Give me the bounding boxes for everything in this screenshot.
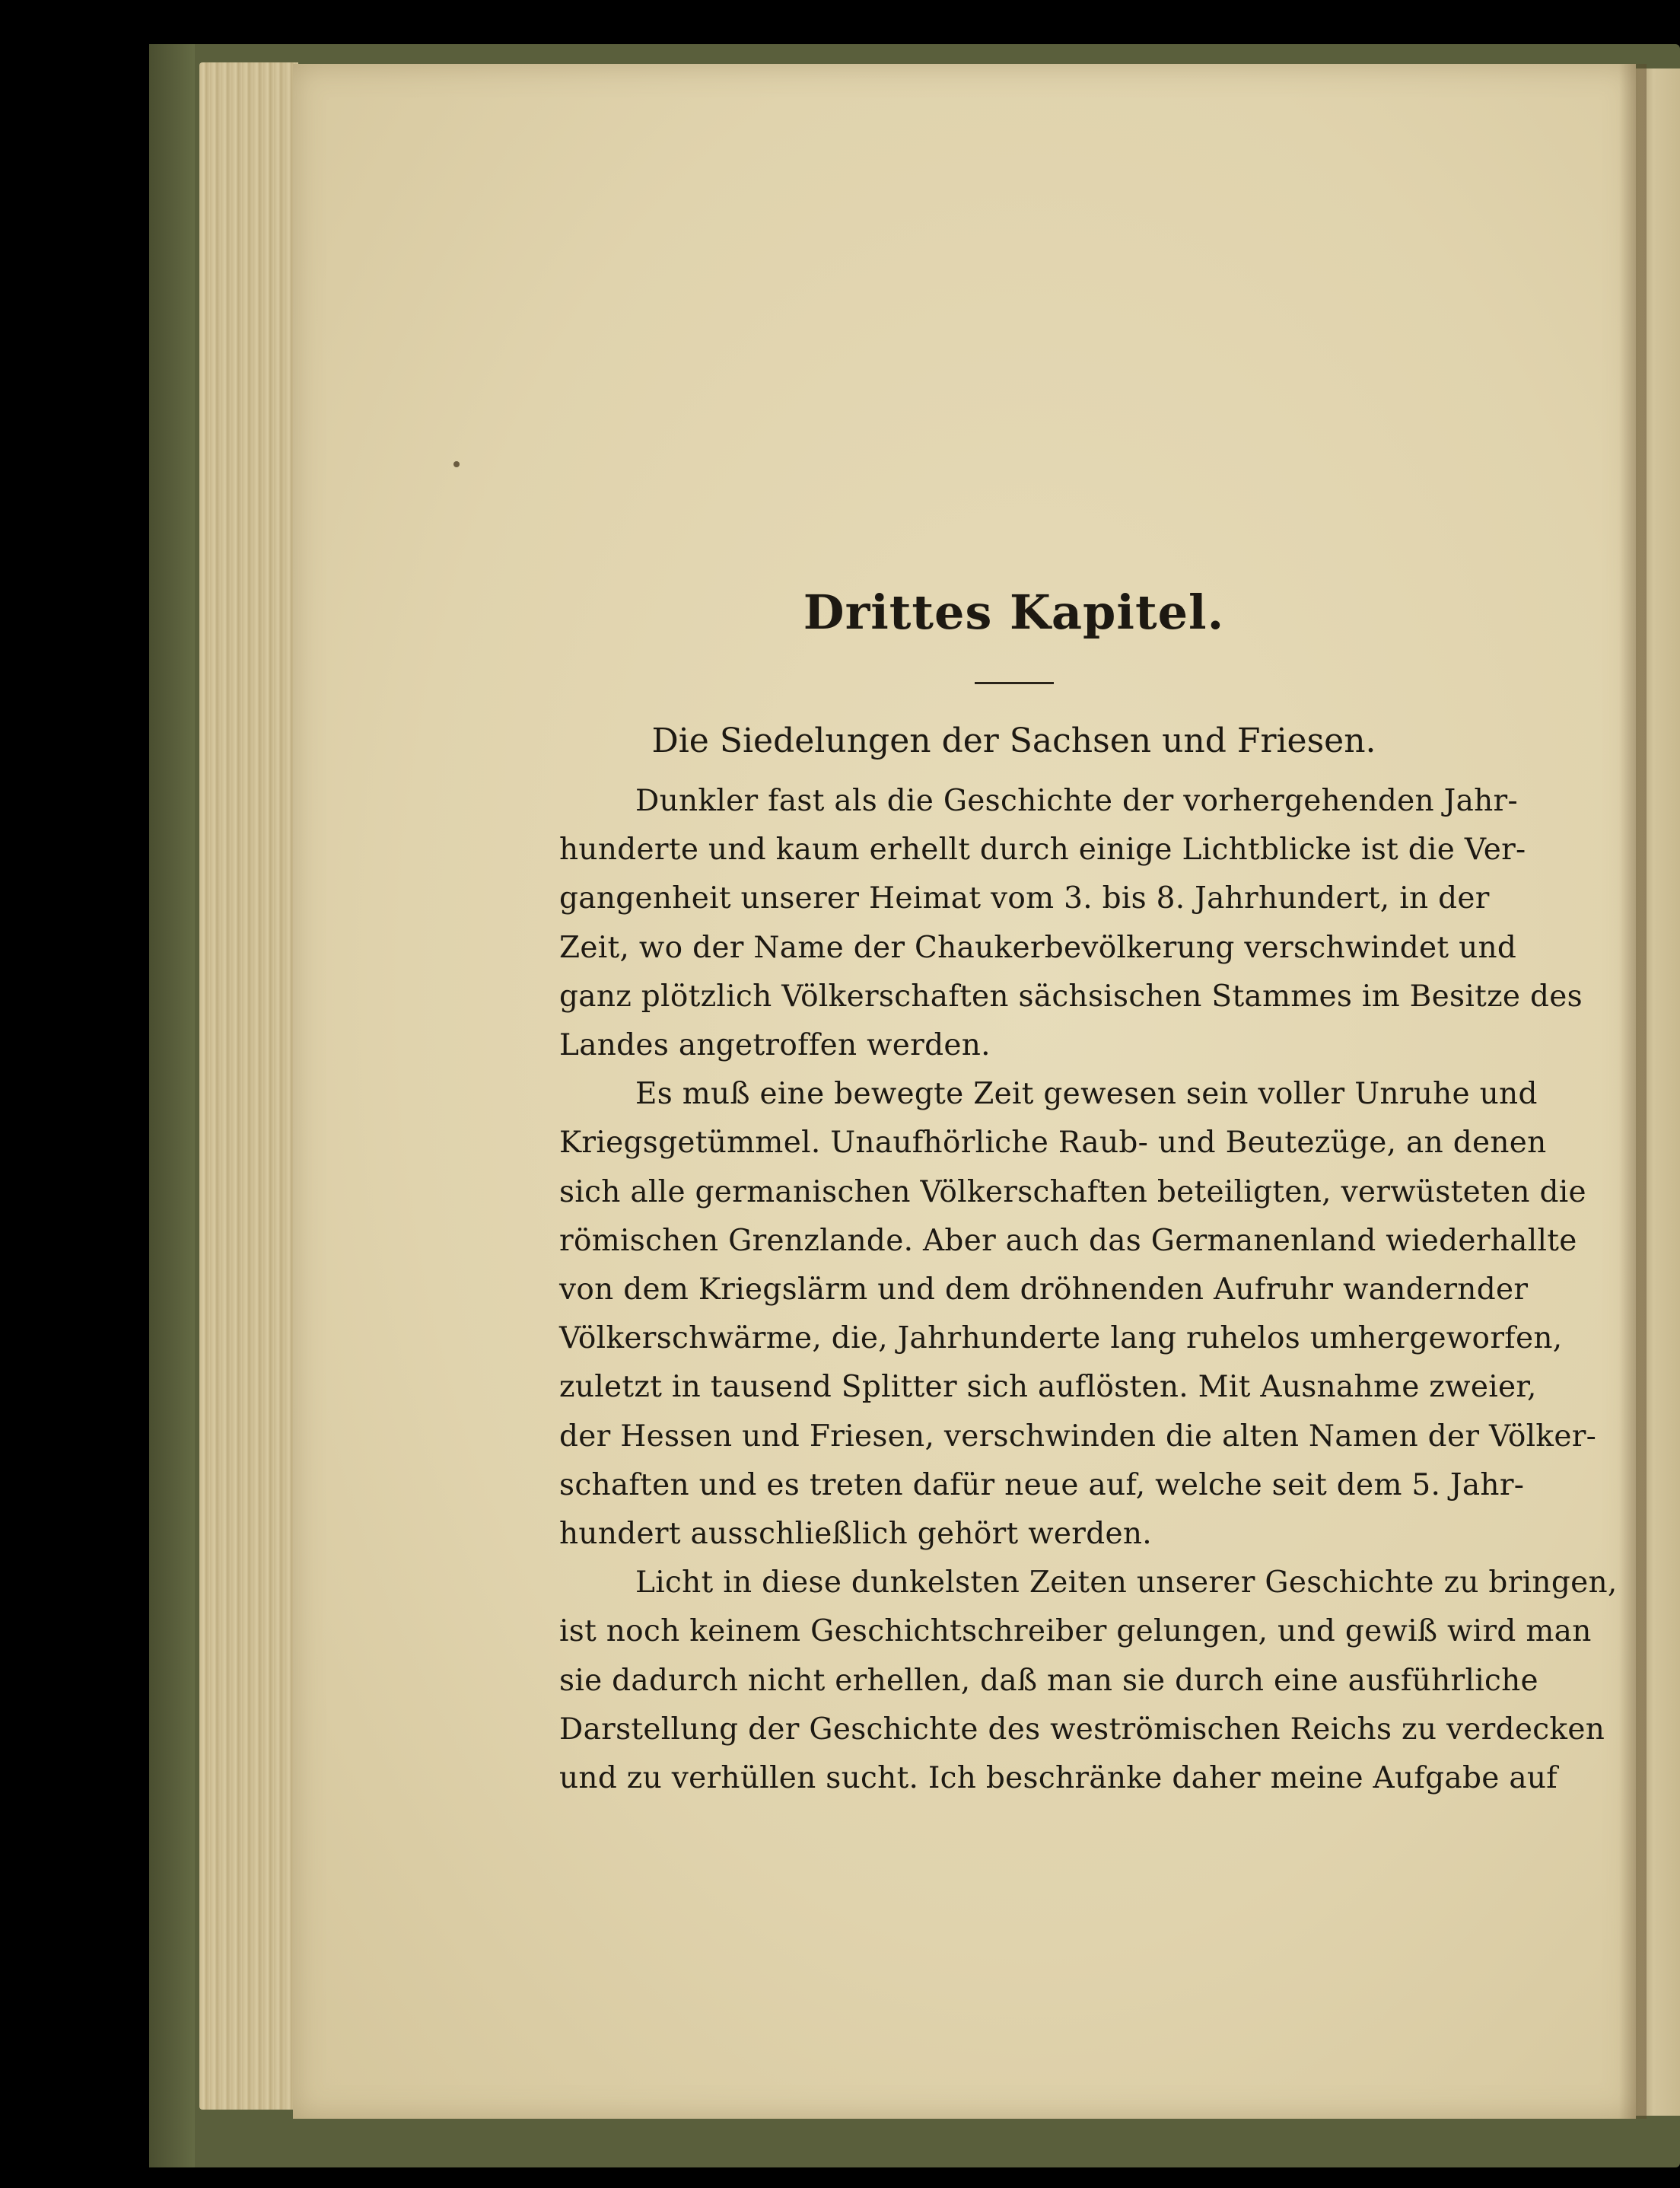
text-line: ist noch keinem Geschichtschreiber gelungen, und gewiß wird man [559, 1614, 1592, 1649]
paragraph-3 [559, 1559, 1618, 1803]
text-line: hundert ausschließlich gehört werden. [559, 1517, 1152, 1552]
text-line: Dunkler fast als die Geschichte der vorhergehenden Jahr- [635, 784, 1518, 818]
title-divider [975, 682, 1054, 684]
text-line: schaften und es treten dafür neue auf, welche seit dem 5. Jahr- [559, 1467, 1525, 1502]
text-line: Darstellung der Geschichte des weströmischen Reichs zu verdecken [559, 1712, 1605, 1747]
chapter-subtitle: Die Siedelungen der Sachsen und Friesen. [651, 721, 1376, 760]
paragraph-2 [559, 1070, 1597, 1559]
text-line: sie dadurch nicht erhellen, daß man sie durch eine ausführliche [559, 1663, 1538, 1698]
text-line: Kriegsgetümmel. Unaufhörliche Raub- und Beutezüge, an denen [559, 1126, 1547, 1161]
text-line: sich alle germanischen Völkerschaften beteiligten, verwüsteten die [559, 1174, 1586, 1209]
book-spine-edge [149, 44, 195, 2167]
text-line: zuletzt in tausend Splitter sich auflösten. Mit Ausnahme zweier, [559, 1370, 1537, 1405]
text-line: der Hessen und Friesen, verschwinden die alten Namen der Völker- [559, 1419, 1597, 1454]
text-line: gangenheit unserer Heimat vom 3. bis 8. Jahrhundert, in der [559, 881, 1490, 916]
page-gutter-shadow [1619, 64, 1647, 2119]
text-line: hunderte und kaum erhellt durch einige Lichtblicke ist die Ver- [559, 833, 1526, 868]
page-edges [199, 62, 298, 2110]
text-line: Zeit, wo der Name der Chaukerbevölkerung verschwindet und [559, 930, 1517, 965]
text-line: Landes angetroffen werden. [559, 1028, 991, 1063]
text-line: von dem Kriegslärm und dem dröhnenden Aufruhr wandernder [559, 1272, 1529, 1307]
chapter-title: Drittes Kapitel. [803, 584, 1225, 640]
paragraph-1 [559, 777, 1583, 1070]
text-line: ganz plötzlich Völkerschaften sächsischen Stammes im Besitze des [559, 979, 1583, 1014]
text-line: Licht in diese dunkelsten Zeiten unserer Geschichte zu bringen, [635, 1565, 1618, 1600]
text-line: Es muß eine bewegte Zeit gewesen sein voller Unruhe und [635, 1077, 1538, 1112]
page-content [559, 578, 1618, 1803]
text-line: römischen Grenzlande. Aber auch das Germanenland wiederhallte [559, 1223, 1577, 1258]
text-line: Völkerschwärme, die, Jahrhunderte lang ruhelos umhergeworfen, [559, 1321, 1563, 1356]
page-speck [453, 461, 460, 467]
text-line: und zu verhüllen sucht. Ich beschränke daher meine Aufgabe auf [559, 1761, 1558, 1796]
